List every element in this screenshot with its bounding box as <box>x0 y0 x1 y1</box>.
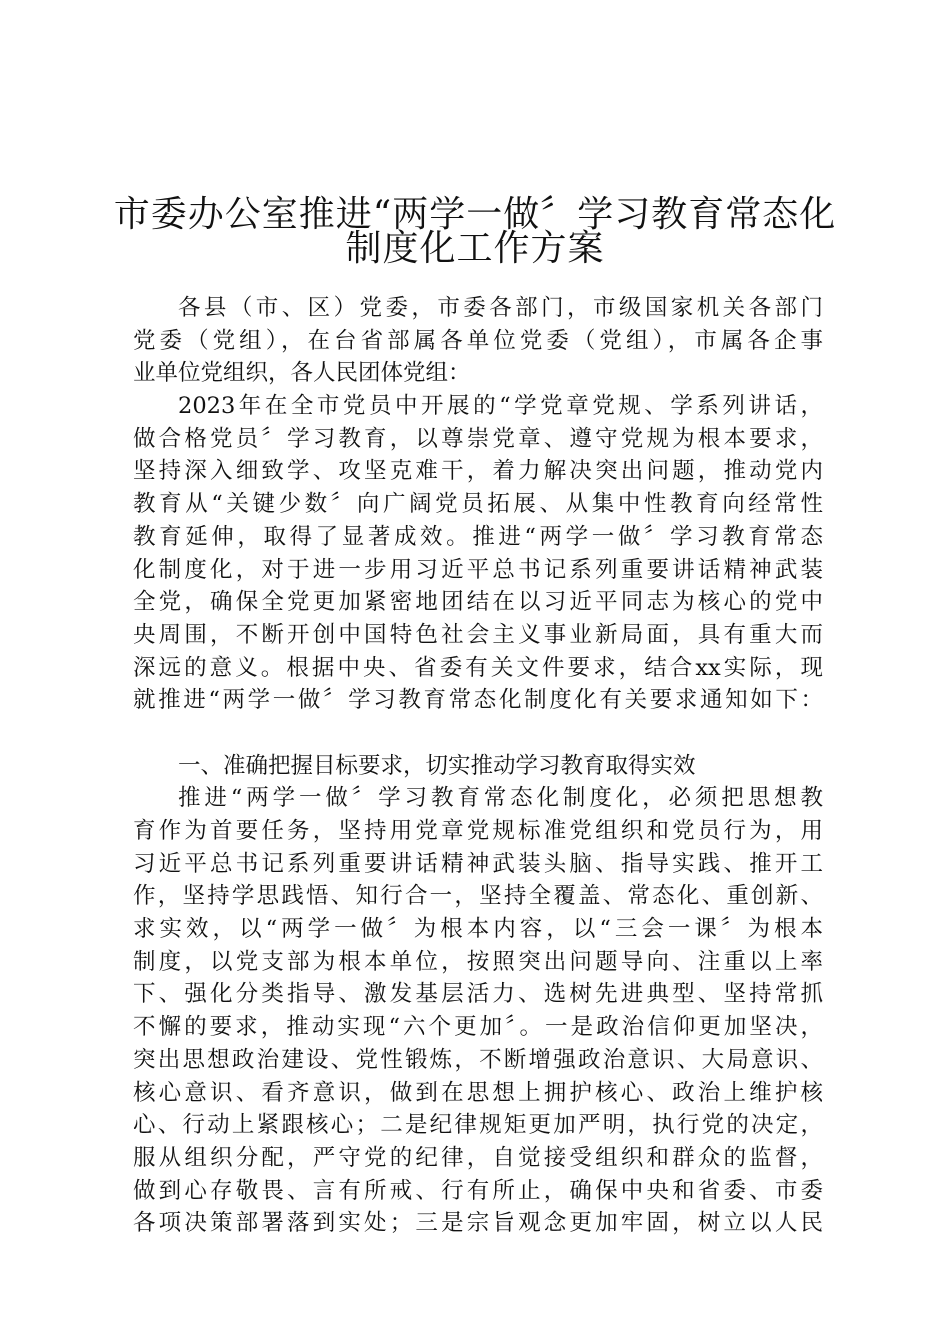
paragraph-introduction <box>133 390 823 717</box>
text-line: 教育从“关键少数〞向广阔党员拓展、从集中性教育向经常性 <box>133 491 823 518</box>
document-body <box>133 292 823 1240</box>
text-line: 央周围，不断开创中国特色社会主义事业新局面，具有重大而 <box>133 621 823 648</box>
text-line: 不懈的要求，推动实现“六个更加〞。一是政治信仰更加坚决， <box>133 1014 823 1041</box>
text-line: 就推进“两学一做〞学习教育常态化制度化有关要求通知如下： <box>133 687 823 714</box>
text-line: 制度，以党支部为根本单位，按照突出问题导向、注重以上率 <box>133 948 823 975</box>
text-line: 下、强化分类指导、激发基层活力、选树先进典型、坚持常抓 <box>133 981 823 1008</box>
text-line: 全党，确保全党更加紧密地团结在以习近平同志为核心的党中 <box>133 589 823 616</box>
text-line: 教育延伸，取得了显著成效。推进“两学一做〞学习教育常态 <box>133 523 823 550</box>
text-line: 各县（市、区）党委，市委各部门，市级国家机关各部门 <box>178 295 823 321</box>
document-title-line-1: 市委办公室推进“两学一做〞学习教育常态化 <box>113 194 837 235</box>
paragraph-gap <box>133 717 823 750</box>
text-line: 心、行动上紧跟核心；二是纪律规矩更加严明，执行党的决定， <box>133 1112 823 1139</box>
section-heading: 一、准确把握目标要求，切实推动学习教育取得实效 <box>178 752 696 779</box>
text-line: 作，坚持学思践悟、知行合一，坚持全覆盖、常态化、重创新、 <box>133 883 823 910</box>
text-line: 育作为首要任务，坚持用党章党规标准党组织和党员行为，用 <box>133 818 823 844</box>
text-line: 做合格党员〞学习教育，以尊崇党章、遵守党规为根本要求， <box>133 425 823 452</box>
text-line: 服从组织分配，严守党的纪律，自觉接受组织和群众的监督， <box>133 1144 823 1171</box>
text-line: 求实效，以“两学一做〞为根本内容，以“三会一课〞为根本 <box>133 916 823 943</box>
text-line: 2023年在全市党员中开展的“学党章党规、学系列讲话， <box>178 393 823 420</box>
document-title-line-2: 制度化工作方案 <box>345 228 605 269</box>
text-line: 突出思想政治建设、党性锻炼，不断增强政治意识、大局意识、 <box>133 1046 823 1073</box>
text-line: 党委（党组），在台省部属各单位党委（党组），市属各企事 <box>133 327 823 354</box>
text-line: 化制度化，对于进一步用习近平总书记系列重要讲话精神武装 <box>133 556 823 583</box>
text-line: 做到心存敬畏、言有所戒、行有所止，确保中央和省委、市委 <box>133 1177 823 1204</box>
text-line: 坚持深入细致学、攻坚克难干，着力解决突出问题，推动党内 <box>133 458 823 485</box>
text-line: 业单位党组织，各人民团体党组： <box>133 360 471 387</box>
text-line: 深远的意义。根据中央、省委有关文件要求，结合xx实际，现 <box>133 654 823 681</box>
text-line: 核心意识、看齐意识，做到在思想上拥护核心、政治上维护核 <box>133 1079 823 1106</box>
text-line: 各项决策部署落到实处；三是宗旨观念更加牢固，树立以人民 <box>133 1210 823 1237</box>
text-line: 习近平总书记系列重要讲话精神武装头脑、指导实践、推开工 <box>133 850 823 877</box>
paragraph-salutation <box>133 292 823 390</box>
paragraph-section-1 <box>133 782 823 1240</box>
text-line: 推进“两学一做〞学习教育常态化制度化，必须把思想教 <box>178 785 823 812</box>
